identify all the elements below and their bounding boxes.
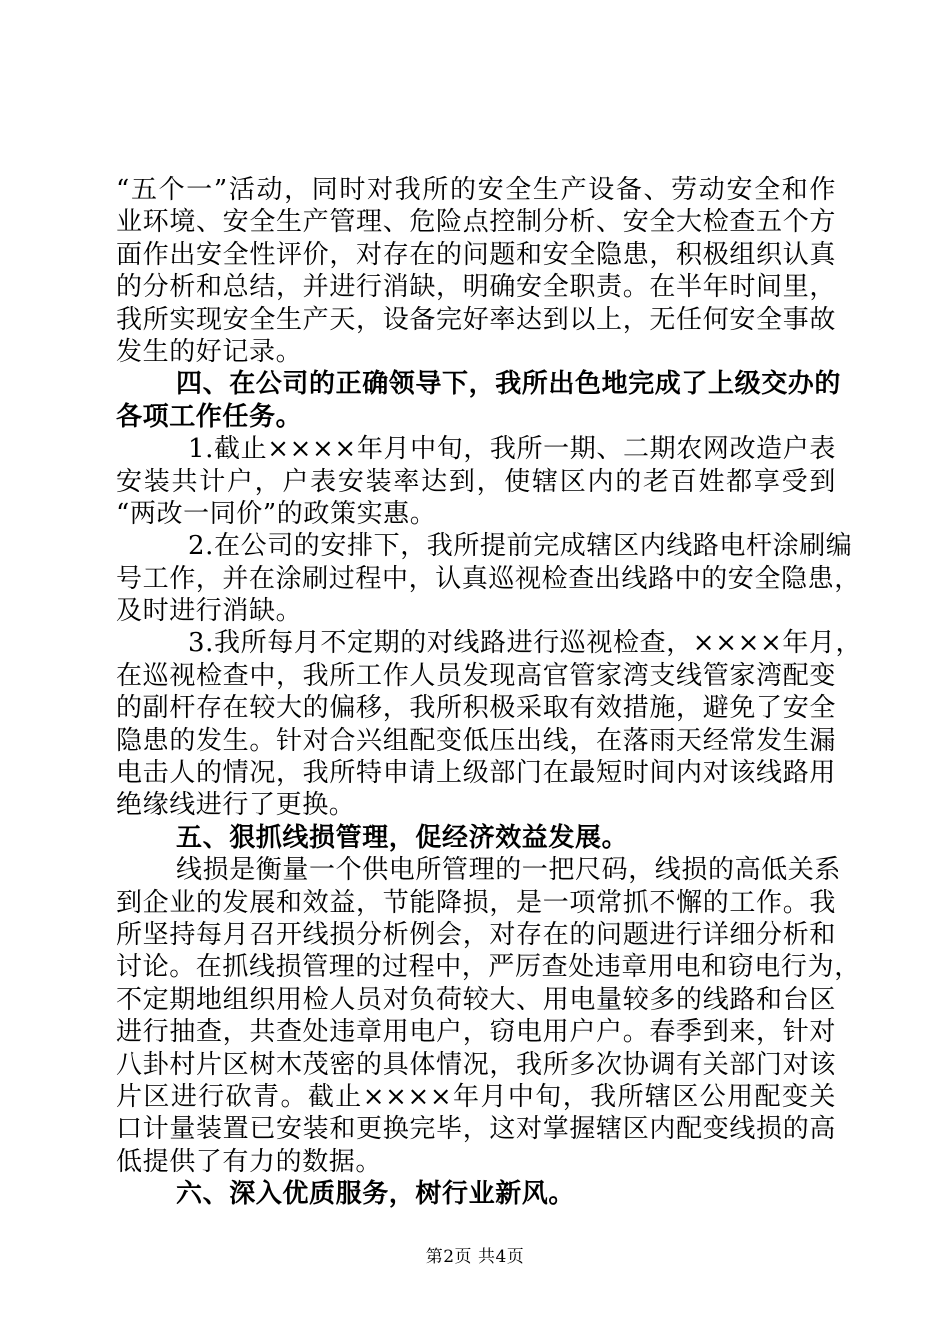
text-line: 面作出安全性评价，对存在的问题和安全隐患，积极组织认真 <box>116 239 836 270</box>
text-line: 在巡视检查中，我所工作人员发现高官管家湾支线管家湾配变 <box>116 660 836 691</box>
text-line: 3.我所每月不定期的对线路进行巡视检查，××××年月， <box>188 628 863 659</box>
text-line: 发生的好记录。 <box>116 336 303 367</box>
text-line: 的分析和总结，并进行消缺，明确安全职责。在半年时间里， <box>116 272 836 303</box>
text-line: 隐患的发生。针对合兴组配变低压出线，在落雨天经常发生漏 <box>116 725 836 756</box>
text-line: 到企业的发展和效益，节能降损，是一项常抓不懈的工作。我 <box>116 887 836 918</box>
document-body <box>116 174 863 1211</box>
text-line: 号工作，并在涂刷过程中，认真巡视检查出线路中的安全隐患， <box>116 563 861 594</box>
text-line: 电击人的情况，我所特申请上级部门在最短时间内对该线路用 <box>116 758 836 789</box>
text-line: 我所实现安全生产天，设备完好率达到以上，无任何安全事故 <box>116 304 836 335</box>
text-line: 进行抽查，共查处违章用电户，窃电用户户。春季到来，针对 <box>116 1017 836 1048</box>
text-line: 绝缘线进行了更换。 <box>116 790 356 821</box>
text-line: 各项工作任务。 <box>116 401 303 432</box>
text-line: 五、狠抓线损管理，促经济效益发展。 <box>176 822 629 853</box>
text-line: 安装共计户，户表安装率达到，使辖区内的老百姓都享受到 <box>116 466 836 497</box>
text-line: “两改一同价”的政策实惠。 <box>116 498 437 529</box>
text-line: 业环境、安全生产管理、危险点控制分析、安全大检查五个方 <box>116 207 836 238</box>
text-line: 六、深入优质服务，树行业新风。 <box>176 1179 576 1210</box>
text-line: 讨论。在抓线损管理的过程中，严厉查处违章用电和窃电行为， <box>116 952 861 983</box>
text-line: 片区进行砍青。截止××××年月中旬，我所辖区公用配变关 <box>116 1081 836 1112</box>
text-line: 不定期地组织用检人员对负荷较大、用电量较多的线路和台区 <box>116 984 836 1015</box>
text-line: 口计量装置已安装和更换完毕，这对掌握辖区内配变线损的高 <box>116 1114 836 1145</box>
text-line: 1.截止××××年月中旬，我所一期、二期农网改造户表 <box>188 434 836 465</box>
text-line: 的副杆存在较大的偏移，我所积极采取有效措施，避免了安全 <box>116 693 836 724</box>
text-line: 及时进行消缺。 <box>116 596 303 627</box>
text-line: “五个一”活动，同时对我所的安全生产设备、劳动安全和作 <box>116 175 836 205</box>
text-line: 四、在公司的正确领导下，我所出色地完成了上级交办的 <box>176 369 842 400</box>
text-line: 线损是衡量一个供电所管理的一把尺码，线损的高低关系 <box>176 855 842 886</box>
page-footer: 第2页 共4页 <box>425 1247 525 1267</box>
text-line: 八卦村片区树木茂密的具体情况，我所多次协调有关部门对该 <box>116 1049 836 1080</box>
text-line: 所坚持每月召开线损分析例会，对存在的问题进行详细分析和 <box>116 919 836 950</box>
text-line: 2.在公司的安排下，我所提前完成辖区内线路电杆涂刷编 <box>188 531 853 562</box>
text-line: 低提供了有力的数据。 <box>116 1146 383 1177</box>
